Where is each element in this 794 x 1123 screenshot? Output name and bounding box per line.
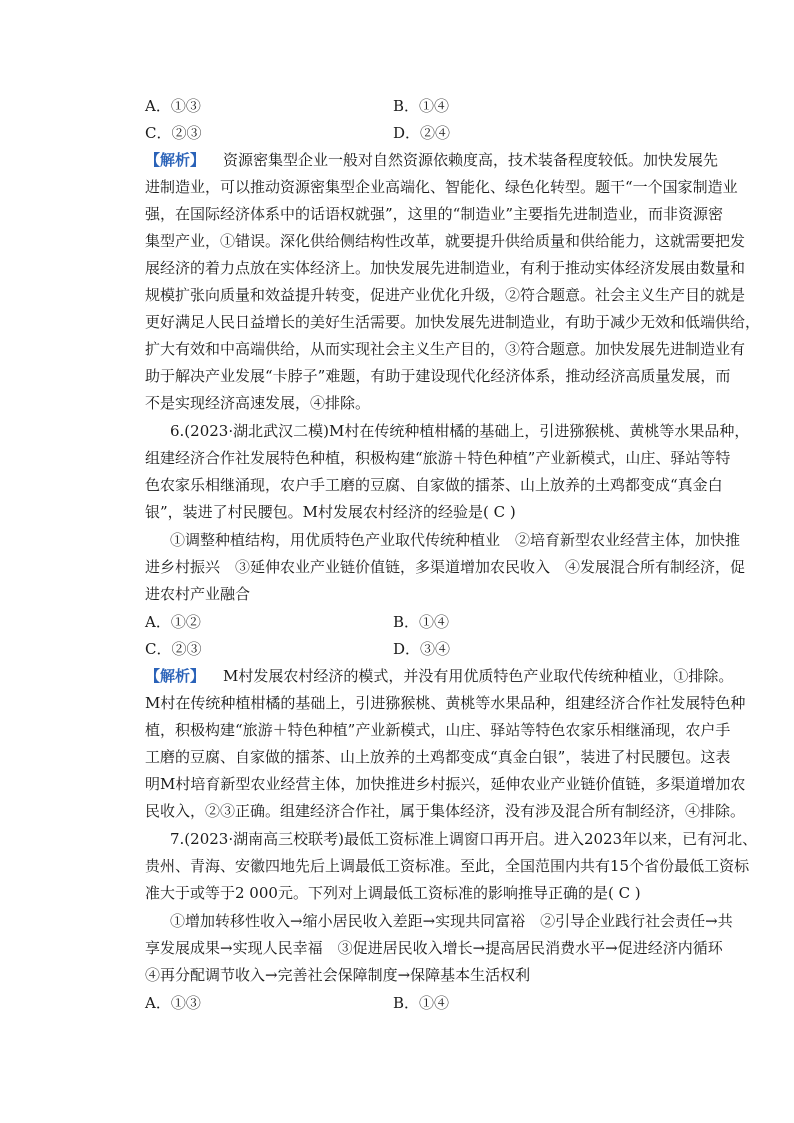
option-a: A．①② (145, 613, 201, 631)
analysis-tag: 【解析】 (145, 151, 206, 169)
question-item: ④再分配调节收入→完善社会保障制度→保障基本生活权利 (145, 966, 531, 984)
option-c: C．②③ (145, 640, 202, 658)
question-item: ①调整种植结构，用优质特色产业取代传统种植业 ②培育新型农业经营主体，加快推 (170, 531, 741, 549)
analysis-line: 扩大有效和中高端供给，从而实现社会主义生产目的，③符合题意。加快发展先进制造业有 (145, 340, 746, 358)
analysis-line: 工磨的豆腐、自家做的擂茶、山上放养的土鸡都变成“真金白银”，装进了村民腰包。这表 (145, 748, 731, 766)
option-d: D．②④ (393, 124, 451, 142)
analysis-line: 强，在国际经济体系中的话语权就强”，这里的“制造业”主要指先进制造业，而非资源密 (145, 205, 724, 223)
question-stem: 准大于或等于2 000元。下列对上调最低工资标准的影响推导正确的是( C ) (145, 884, 641, 902)
question-stem: 色农家乐相继涌现，农户手工磨的豆腐、自家做的擂茶、山上放养的土鸡都变成“真金白 (145, 476, 723, 494)
question-item: 享发展成果→实现人民幸福 ③促进居民收入增长→提高居民消费水平→促进经济内循环 (145, 939, 723, 957)
analysis-paragraph (145, 666, 733, 686)
analysis-paragraph (145, 150, 718, 170)
option-b: B．①④ (393, 613, 450, 631)
analysis-line: 规模扩张向质量和效益提升转变，促进产业优化升级，②符合题意。社会主义生产目的就是 (145, 286, 746, 304)
analysis-line: 更好满足人民日益增长的美好生活需要。加快发展先进制造业，有助于减少无效和低端供给， (145, 313, 761, 331)
option-b: B．①④ (393, 97, 450, 115)
analysis-line: 集型产业，①错误。深化供给侧结构性改革，就要提升供给质量和供给能力，这就需要把发 (145, 232, 746, 250)
analysis-line: 明M村培育新型农业经营主体，加快推进乡村振兴，延伸农业产业链价值链，多渠道增加农 (145, 775, 746, 793)
option-a: A．①③ (145, 994, 201, 1012)
option-a: A．①③ (145, 97, 201, 115)
analysis-line: 资源密集型企业一般对自然资源依赖度高，技术装备程度较低。加快发展先 (223, 151, 719, 169)
analysis-line: 不是实现经济高速发展，④排除。 (145, 394, 371, 412)
analysis-line: M村发展农村经济的模式，并没有用优质特色产业取代传统种植业，①排除。 (223, 667, 734, 685)
analysis-line: 进制造业，可以推动资源密集型企业高端化、智能化、绿色化转型。题干“一个国家制造业 (145, 178, 738, 196)
analysis-line: 展经济的着力点放在实体经济上。加快发展先进制造业，有利于推动实体经济发展由数量和 (145, 259, 746, 277)
question-stem: 7.(2023·湖南高三校联考)最低工资标准上调窗口再开启。进入2023年以来，已有河北、 (170, 830, 758, 848)
question-stem: 银”，装进了村民腰包。M村发展农村经济的经验是( C ) (145, 503, 516, 521)
option-d: D．③④ (393, 640, 451, 658)
option-b: B．①④ (393, 994, 450, 1012)
analysis-line: 助于解决产业发展“卡脖子”难题，有助于建设现代化经济体系，推动经济高质量发展，而 (145, 367, 731, 385)
analysis-tag: 【解析】 (145, 667, 206, 685)
question-stem: 6.(2023·湖北武汉二模)M村在传统种植柑橘的基础上，引进猕猴桃、黄桃等水果品种， (170, 422, 750, 440)
analysis-line: M村在传统种植柑橘的基础上，引进猕猴桃、黄桃等水果品种，组建经济合作社发展特色种 (145, 694, 746, 712)
question-item: 进农村产业融合 (145, 585, 251, 603)
question-item: ①增加转移性收入→缩小居民收入差距→实现共同富裕 ②引导企业践行社会责任→共 (170, 912, 733, 930)
question-stem: 贵州、青海、安徽四地先后上调最低工资标准。至此，全国范围内共有15个省份最低工资标 (145, 857, 750, 875)
question-item: 进乡村振兴 ③延伸农业产业链价值链，多渠道增加农民收入 ④发展混合所有制经济，促 (145, 558, 746, 576)
analysis-line: 植，积极构建“旅游＋特色种植”产业新模式，山庄、驿站等特色农家乐相继涌现，农户手 (145, 721, 731, 739)
option-c: C．②③ (145, 124, 202, 142)
question-stem: 组建经济合作社发展特色种植，积极构建“旅游＋特色种植”产业新模式，山庄、驿站等特 (145, 449, 731, 467)
analysis-line: 民收入，②③正确。组建经济合作社，属于集体经济，没有涉及混合所有制经济，④排除。 (145, 802, 746, 820)
